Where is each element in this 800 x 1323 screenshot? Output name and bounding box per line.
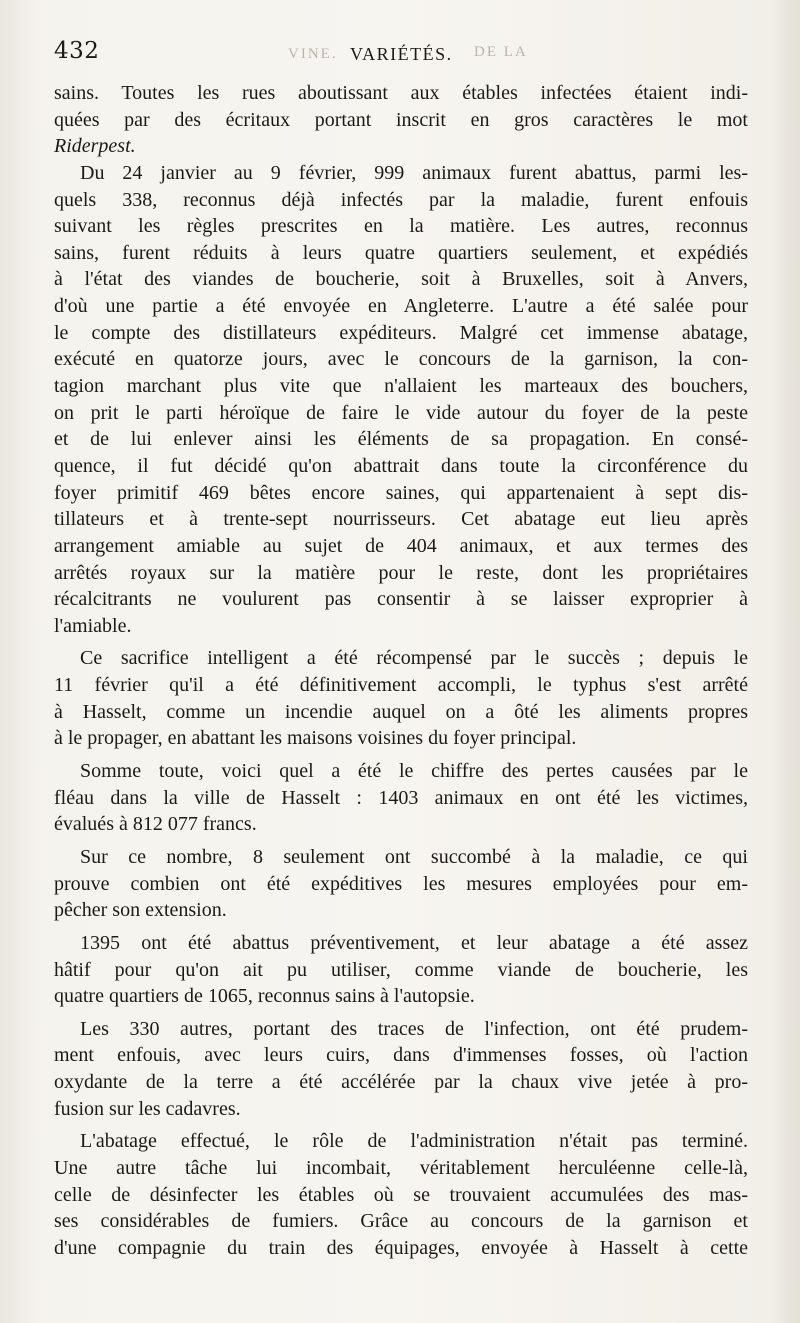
text-line: hâtif pour qu'on ait pu utiliser, comme viande de boucherie, les [54,958,748,981]
text-line: le compte des distillateurs expéditeurs. Malgré cet immense abatage, [54,321,748,344]
text-line: tillateurs et à trente-sept nourrisseurs. Cet abatage eut lieu après [54,508,748,531]
paragraph [54,1016,748,1123]
text-line: récalcitrants ne voulurent pas consentir à se laisser exproprier à [54,588,748,611]
paragraph [54,930,748,1010]
text-line: à Hasselt, comme un incendie auquel on a ôté les aliments propres [54,700,748,723]
text-line: quées par des écritaux portant inscrit en gros caractères le mot [54,108,748,131]
text-line: pêcher son extension. [54,899,227,922]
paragraph [54,645,748,752]
text-line: sains, furent réduits à leurs quatre quartiers seulement, et expédiés [54,241,748,264]
text-line: L'abatage effectué, le rôle de l'administration n'était pas terminé. [80,1130,748,1153]
running-head: VARIÉTÉS. [350,44,453,64]
text-line: sains. Toutes les rues aboutissant aux étables infectées étaient indi- [54,82,748,104]
text-line: on prit le parti héroïque de faire le vide autour du foyer de la peste [54,401,748,424]
text-line: oxydante de la terre a été accélérée par la chaux vive jetée à pro- [54,1071,748,1094]
text-line: quence, il fut décidé qu'on abattrait dans toute la circonférence du [54,454,748,477]
text-line: exécuté en quatorze jours, avec le concours de la garnison, la con- [54,348,748,371]
paragraph [54,758,748,838]
text-line: d'où une partie a été envoyée en Angleterre. L'autre a été salée pour [54,295,748,318]
text-line: Riderpest. [54,135,136,158]
body-text [54,80,748,1262]
paragraph [54,1128,748,1261]
text-line: tagion marchant plus vite que n'allaient les marteaux des bouchers, [54,375,748,398]
text-line: prouve combien ont été expéditives les mesures employées pour em- [54,872,748,895]
text-line: Les 330 autres, portant des traces de l'infection, ont été prudem- [80,1017,748,1040]
text-line: fusion sur les cadavres. [54,1097,241,1120]
text-line: et de lui enlever ainsi les éléments de sa propagation. En consé- [54,428,748,451]
text-line: Somme toute, voici quel a été le chiffre des pertes causées par le [80,760,748,783]
text-line: 1395 ont été abattus préventivement, et leur abatage a été assez [80,931,748,954]
text-line: d'une compagnie du train des équipages, envoyée à Hasselt à cette [54,1236,748,1259]
text-line: à l'état des viandes de boucherie, soit à Bruxelles, soit à Anvers, [54,268,748,291]
paragraph [54,844,748,924]
paragraph [54,80,748,160]
text-line: Du 24 janvier au 9 février, 999 animaux furent abattus, parmi les- [80,161,748,184]
page-header [50,38,750,74]
text-line: ses considérables de fumiers. Grâce au concours de la garnison et [54,1210,748,1233]
text-line: arrêtés royaux sur la matière pour le reste, dont les propriétaires [54,561,748,584]
text-line: Ce sacrifice intelligent a été récompensé par le succès ; depuis le [80,647,748,670]
text-line: fléau dans la ville de Hasselt : 1403 animaux en ont été les victimes, [54,786,748,809]
text-line: arrangement amiable au sujet de 404 animaux, et aux termes des [54,534,748,557]
text-line: quatre quartiers de 1065, reconnus sains à l'autopsie. [54,985,475,1008]
text-line: quels 338, reconnus déjà infectés par la maladie, furent enfouis [54,188,748,211]
bleed-through-text-right: DE LA [474,44,528,60]
text-line: Sur ce nombre, 8 seulement ont succombé à la maladie, ce qui [80,845,748,868]
paragraph [54,160,748,640]
page-number: 432 [54,38,100,64]
text-line: l'amiable. [54,614,132,637]
text-line: celle de désinfecter les étables où se trouvaient accumulées des mas- [54,1183,748,1206]
text-line: Une autre tâche lui incombait, véritablement herculéenne celle-là, [54,1156,748,1179]
text-line: à le propager, en abattant les maisons voisines du foyer principal. [54,727,577,750]
text-line: évalués à 812 077 francs. [54,813,257,836]
bleed-through-text-left: VINE. [288,46,338,62]
text-line: 11 février qu'il a été définitivement accompli, le typhus s'est arrêté [54,674,748,697]
text-line: suivant les règles prescrites en la matière. Les autres, reconnus [54,215,748,238]
text-line: foyer primitif 469 bêtes encore saines, qui appartenaient à sept dis- [54,481,748,504]
text-line: ment enfouis, avec leurs cuirs, dans d'immenses fosses, où l'action [54,1044,748,1067]
